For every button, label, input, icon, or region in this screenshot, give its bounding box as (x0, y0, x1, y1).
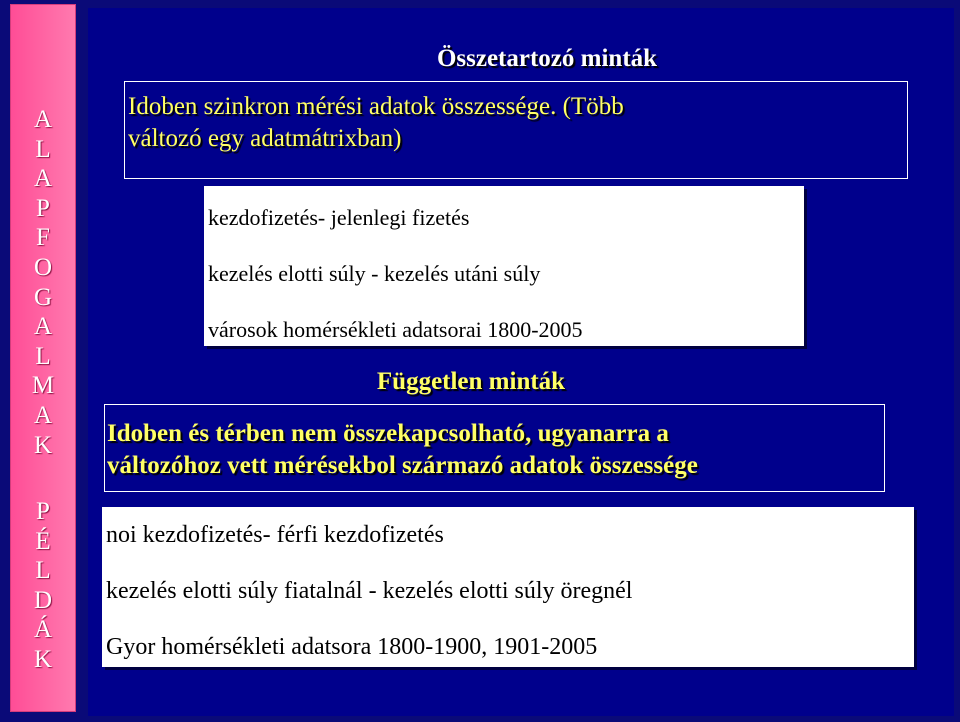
sidebar-letter: M (31, 372, 55, 400)
section1-definition-box (124, 81, 908, 179)
sidebar-letter: P (36, 498, 50, 525)
sidebar-letter: O (33, 253, 53, 281)
section1-definition-line: változó egy adatmátrixban) (128, 125, 402, 152)
section2-example-item: noi kezdofizetés- férfi kezdofizetés (106, 522, 444, 548)
section2-definition-box (104, 404, 885, 492)
sidebar-letter: Á (33, 616, 53, 644)
sidebar-letter: P (36, 194, 50, 222)
section1-example-item: városok homérsékleti adatsorai 1800-2005 (208, 317, 583, 342)
section1-example-item: kezelés elotti súly - kezelés utáni súly (208, 261, 541, 286)
section2-definition-line: Idoben és térben nem összekapcsolható, ugyanarra a (107, 420, 669, 447)
section1-example-item: kezdofizetés- jelenlegi fizetés (208, 205, 470, 230)
section2-example-item: kezelés elotti súly fiatalnál - kezelés elotti súly öregnél (106, 578, 633, 604)
sidebar-letter: K (33, 431, 53, 459)
sidebar-letter: K (33, 645, 53, 673)
sidebar-letter: L (35, 135, 51, 163)
sidebar-letter: D (33, 586, 53, 614)
section1-title: Összetartozó minták (436, 45, 658, 72)
sidebar-panel (10, 4, 76, 712)
section2-definition-line: változóhoz vett mérésekbol származó adatok összessége (107, 452, 698, 479)
section2-example-item: Gyor homérsékleti adatsora 1800-1900, 1901-2005 (106, 634, 598, 660)
sidebar-title-peldak (11, 497, 75, 675)
sidebar-letter: G (33, 283, 53, 311)
sidebar-letter: L (35, 557, 51, 585)
section2-title: Független minták (376, 368, 566, 395)
sidebar-title-alapfogalmak (11, 105, 75, 460)
sidebar-letter: L (35, 342, 51, 370)
sidebar-letter: A (33, 401, 53, 429)
sidebar-letter: F (36, 224, 50, 252)
sidebar-letter: A (33, 106, 53, 133)
section1-examples-box (204, 186, 804, 346)
section1-definition-line: Idoben szinkron mérési adatok összessége. (Több (128, 93, 624, 120)
sidebar-letter: A (33, 313, 53, 341)
section2-examples-box (102, 507, 914, 667)
sidebar-letter: É (35, 527, 51, 555)
sidebar-letter: A (33, 165, 53, 193)
slide-content (88, 8, 954, 716)
